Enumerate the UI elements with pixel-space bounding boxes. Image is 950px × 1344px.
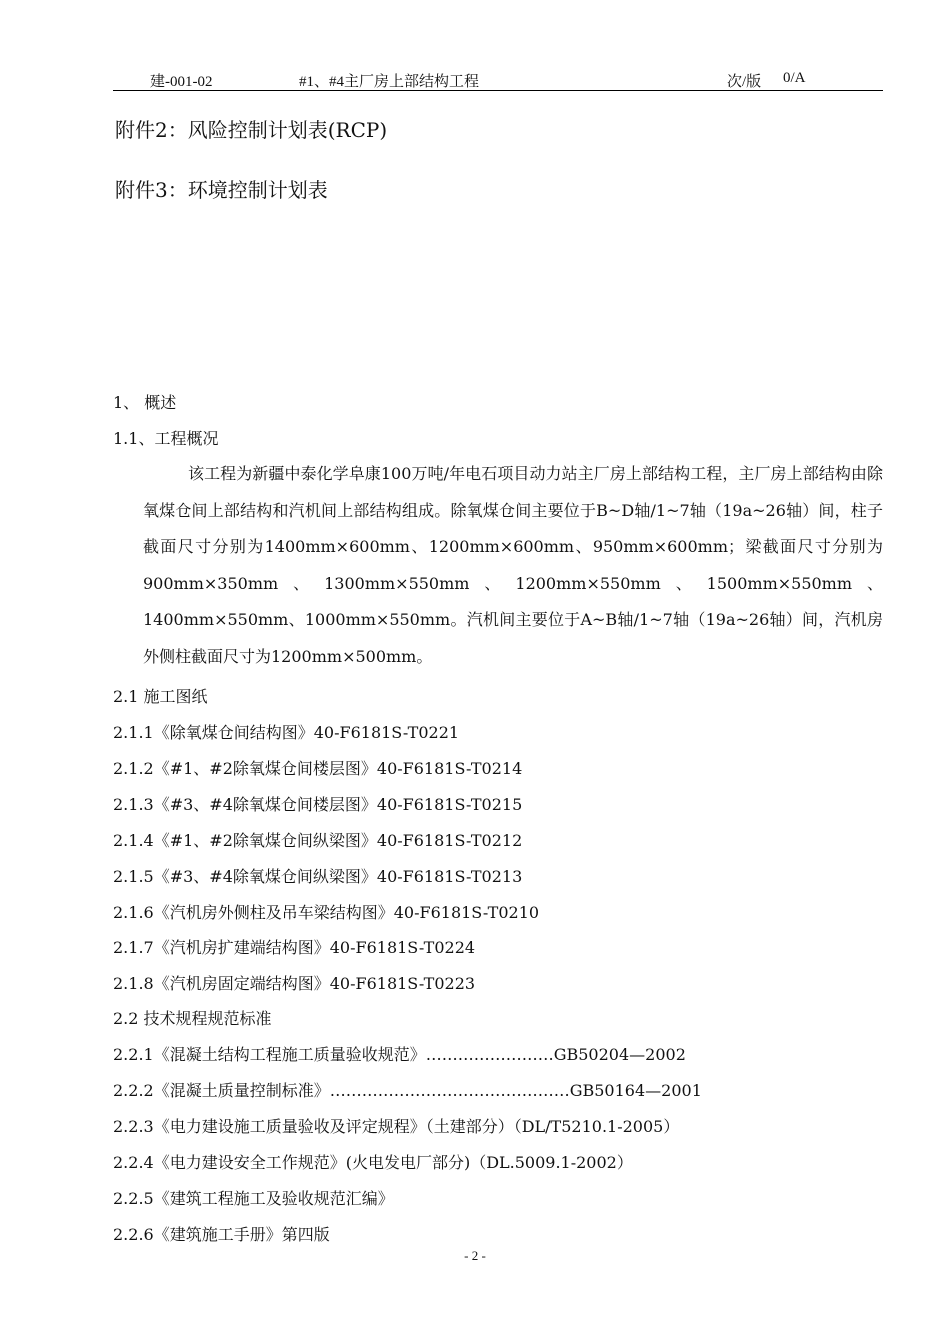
attachment-3: 附件3：环境控制计划表 <box>115 178 328 202</box>
standards-heading: 2.2 技术规程规范标准 <box>113 1009 272 1028</box>
page-header <box>113 68 883 92</box>
project-overview-paragraph <box>143 456 883 675</box>
standard-item: 2.2.5《建筑工程施工及验收规范汇编》 <box>113 1189 394 1208</box>
header-divider <box>113 90 883 91</box>
subsection-heading: 1.1、工程概况 <box>113 429 219 448</box>
standard-item: 2.2.1《混凝土结构工程施工质量验收规范》……………………GB50204—2002 <box>113 1045 686 1064</box>
version-label: 次/版 <box>727 74 762 90</box>
drawing-item: 2.1.5《#3、#4除氧煤仓间纵梁图》40-F6181S-T0213 <box>113 867 523 886</box>
drawing-item: 2.1.7《汽机房扩建端结构图》40-F6181S-T0224 <box>113 938 476 957</box>
page-number: - 2 - <box>464 1248 486 1263</box>
standard-item: 2.2.6《建筑施工手册》第四版 <box>113 1225 330 1244</box>
document-title: #1、#4主厂房上部结构工程 <box>299 74 480 90</box>
document-code: 建-001-02 <box>150 74 213 90</box>
drawing-item: 2.1.4《#1、#2除氧煤仓间纵梁图》40-F6181S-T0212 <box>113 831 523 850</box>
drawings-heading: 2.1 施工图纸 <box>113 687 208 706</box>
drawing-item: 2.1.2《#1、#2除氧煤仓间楼层图》40-F6181S-T0214 <box>113 759 523 778</box>
section-heading: 1、 概述 <box>113 393 177 412</box>
drawing-item: 2.1.8《汽机房固定端结构图》40-F6181S-T0223 <box>113 974 476 993</box>
attachment-2: 附件2：风险控制计划表(RCP) <box>115 118 388 142</box>
standard-item: 2.2.3《电力建设施工质量验收及评定规程》（土建部分）（DL/T5210.1-2005） <box>113 1117 680 1136</box>
standard-item: 2.2.2《混凝土质量控制标准》………………………………………GB50164—2001 <box>113 1081 702 1100</box>
paragraph-text: 该工程为新疆中泰化学阜康100万吨/年电石项目动力站主厂房上部结构工程，主厂房上部结构由除氧煤仓间上部结构和汽机间上部结构组成。除氧煤仓间主要位于B~D轴/1~7轴（19a~26轴）间，柱子截面尺寸分别为1400mm×600mm、1200mm×600mm、950mm×600mm；梁截面尺寸分别为900mm×350mm、1300mm×550mm、1200mm×550mm、1500mm×550mm、1400mm×550mm、1000mm×550mm。汽机间主要位于A~B轴/1~7轴（19a~26轴）间，汽机房外侧柱截面尺寸为1200mm×500mm。 <box>143 464 883 666</box>
drawing-item: 2.1.6《汽机房外侧柱及吊车梁结构图》40-F6181S-T0210 <box>113 903 540 922</box>
version-value: 0/A <box>783 70 806 86</box>
drawing-item: 2.1.3《#3、#4除氧煤仓间楼层图》40-F6181S-T0215 <box>113 795 523 814</box>
standard-item: 2.2.4《电力建设安全工作规范》(火电发电厂部分)（DL.5009.1-2002） <box>113 1153 633 1172</box>
drawing-item: 2.1.1《除氧煤仓间结构图》40-F6181S-T0221 <box>113 723 460 742</box>
